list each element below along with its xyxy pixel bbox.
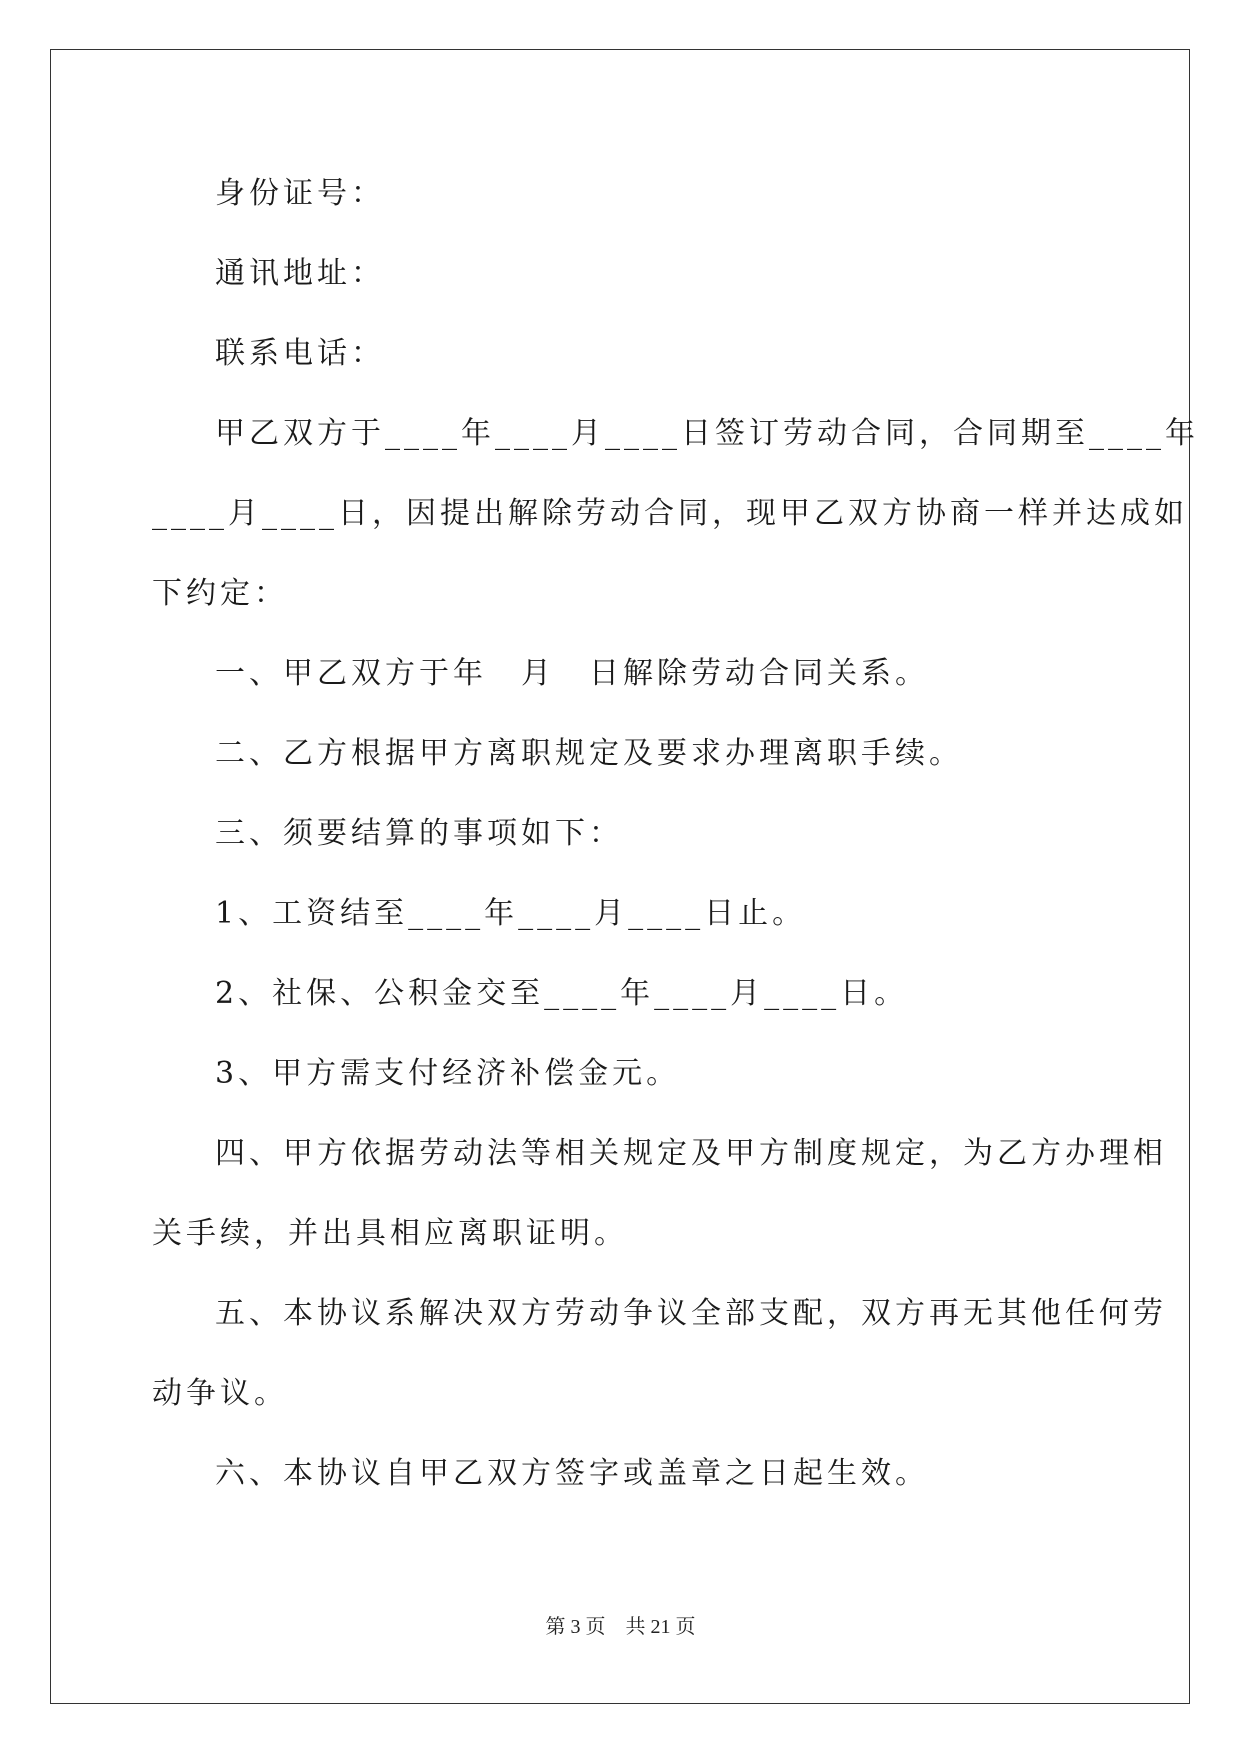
- clause-2: 二、乙方根据甲方离职规定及要求办理离职手续。: [215, 736, 963, 771]
- page-number-footer: [0, 1614, 1241, 1640]
- sub-item-2: 2、社保、公积金交至____年____月____日。: [215, 976, 909, 1011]
- id-number-label: 身份证号：: [215, 176, 385, 211]
- page-number-label: 第 3 页 共 21 页: [545, 1616, 696, 1638]
- clause-5: 五、本协议系解决双方劳动争议全部支配，双方再无其他任何劳: [215, 1296, 1167, 1331]
- sub-item-3: 3、甲方需支付经济补偿金元。: [215, 1056, 681, 1091]
- paragraph-line: ____月____日，因提出解除劳动合同，现甲乙双方协商一样并达成如: [152, 496, 1188, 531]
- phone-label: 联系电话：: [215, 336, 385, 371]
- clause-5-continued: 动争议。: [152, 1376, 288, 1411]
- clause-4-continued: 关手续，并出具相应离职证明。: [152, 1216, 628, 1251]
- sub-item-1: 1、工资结至____年____月____日止。: [215, 896, 807, 931]
- clause-3: 三、须要结算的事项如下：: [215, 816, 623, 851]
- paragraph-line: 下约定：: [152, 576, 288, 611]
- clause-4: 四、甲方依据劳动法等相关规定及甲方制度规定，为乙方办理相: [215, 1136, 1167, 1171]
- clause-6: 六、本协议自甲乙双方签字或盖章之日起生效。: [215, 1456, 929, 1491]
- clause-1: 一、甲乙双方于年 月 日解除劳动合同关系。: [215, 656, 929, 691]
- address-label: 通讯地址：: [215, 256, 385, 291]
- paragraph-line: 甲乙双方于____年____月____日签订劳动合同，合同期至____年: [215, 416, 1199, 451]
